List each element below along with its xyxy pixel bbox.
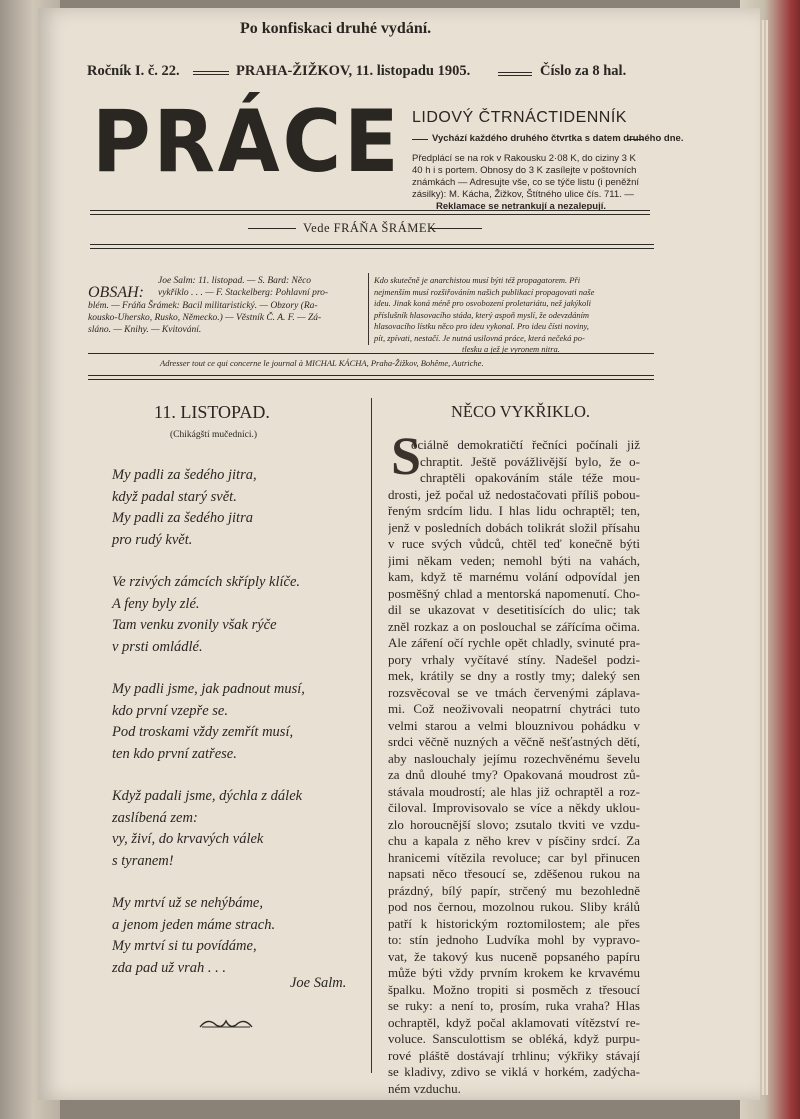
contents-list	[88, 275, 328, 336]
subscription-line: Reklamace se netrankují a nezalepují.	[436, 201, 607, 212]
poem-line: s tyranem!	[112, 852, 174, 869]
poem-stanza	[112, 679, 305, 765]
editor-line: Vede FRÁŇA ŠRÁMEK	[303, 221, 437, 235]
address-rule	[88, 353, 654, 354]
poem-line: My padli za šedého jitra	[112, 510, 253, 526]
masthead-title: PRÁCE	[92, 92, 402, 192]
editor-rule	[248, 228, 296, 229]
article-line: ochraptěl, když počal aklamovati vítězství re-	[388, 1014, 640, 1030]
motto-line: tlesku a jež je vyronem nitra.	[462, 344, 560, 354]
article-line: může býti vždy prvním krokem ke krvavému	[388, 965, 640, 980]
article-line: kam, když tě marnému volání odpovídal jen	[388, 569, 640, 584]
poem-stanza	[112, 893, 305, 979]
issue-price: Číslo za 8 hal.	[540, 63, 627, 79]
poem-line: Ve rzivých zámcích skříply klíče.	[112, 574, 301, 590]
article-line: napsati něco třesoucí se, zděšenou rukou na	[388, 866, 640, 881]
tagline: Vychází každého druhého čtvrtka s datem druhého dne.	[432, 133, 684, 144]
poem-title: 11. LISTOPAD.	[154, 402, 270, 422]
header-rule	[498, 72, 532, 73]
article-body	[388, 437, 640, 1097]
poem-line: v prsti omládlé.	[112, 638, 203, 655]
article-line: ociálně demokratičtí řečníci počínali již	[411, 437, 640, 452]
article-line: dil se ukazovat v desetitisících do ulic; tak	[388, 602, 640, 617]
motto-line: ideu. Jinak koná méně pro osvobození proletariátu, než jakýkoli	[374, 298, 592, 308]
poem-stanza	[112, 786, 305, 872]
article-line: řeným srdcím lidu. I hlas lidu ochraptěl; ten,	[388, 503, 640, 518]
poem-stanza	[112, 572, 305, 658]
newspaper-subtitle: LIDOVÝ ČTRNÁCTIDENNÍK	[412, 109, 627, 126]
motto-line: nejmenším musí rozšiřováním našich publikací propagovati naše	[374, 286, 595, 297]
article-line: hranicemi vítězila revoluce; car byl přinucen	[388, 849, 640, 865]
poem-body	[112, 465, 305, 1000]
motto-line: příslušník hlasovacího stáda, který aspoň myslí, že odevzdáním	[374, 309, 590, 320]
address-rule	[88, 375, 654, 380]
motto	[374, 275, 594, 356]
poem-line: My padli za šedého jitra,	[112, 467, 257, 483]
article-line: prázdný, bílý papír, strčený mu bezohledně	[388, 882, 640, 898]
article-line: drosti, jež počal už nedostačovati příliš pobou-	[388, 486, 640, 502]
contents-line: Joe Salm: 11. listopad. — S. Bard: Něco	[158, 276, 312, 286]
header-rule	[498, 75, 532, 76]
article-line: patří k historickým roztomilostem; ale přes	[388, 915, 640, 931]
editor-rule	[430, 228, 482, 229]
contents-line: kousko-Uhersko, Rusko, Německo.) — Věstník Č. A. F. — Zá-	[88, 312, 322, 323]
contents-divider	[368, 273, 369, 345]
article-line: pory vrhaly vyčítavé stíny. Nadešel podzi-	[388, 651, 640, 667]
contents-line: blém. — Fráňa Šrámek: Bacil militaristický. — Obzory (Ra-	[88, 300, 318, 311]
poem-line: a jenom jeden máme strach.	[112, 916, 276, 933]
poem-line: zaslíbená zem:	[112, 809, 198, 826]
subscription-line: 40 h i s portem. Obnosy do 3 K zasílejte v poštovních	[412, 165, 637, 176]
poem-line: Pod troskami vždy zemřít musí,	[112, 724, 294, 740]
subscription-line: zásilky): M. Kácha, Žižkov, Štítného ulice čís. 711. —	[412, 189, 634, 200]
poem-author: Joe Salm.	[290, 975, 347, 991]
article-line: čiloval. Improvisovalo se více a někdy uklou-	[388, 800, 640, 815]
tagline-rule	[412, 139, 428, 140]
article-line: Ale záření očí rychle opět chladly, svinuté pra-	[388, 635, 640, 650]
motto-line: hlasovacího lístku něco pro ideu vykonal. Pro ideu čísti noviny,	[374, 321, 589, 331]
volume-number: Ročník I. č. 22.	[87, 63, 180, 79]
header-rule	[193, 74, 229, 75]
article-line: jimi někam veden; nemohl býti na vahách,	[388, 552, 640, 568]
address-line: Adresser tout ce qui concerne le journal à MICHAL KÁCHA, Praha-Žižkov, Bohême, Autriche.	[160, 358, 484, 368]
poem-line: když padal starý svět.	[112, 488, 237, 505]
article-line: jenž v posledních dobách tolikrát složil přísahu	[388, 519, 640, 535]
article-line: chraptit. Ještě povážlivější bylo, že o-	[420, 453, 640, 469]
article-line: se kladivy, zdivo se viklá v horkém, zadýcha-	[388, 1064, 640, 1079]
poem-line: Když padali jsme, dýchla z dálek	[112, 788, 303, 804]
poem-stanza	[112, 465, 305, 551]
poem-line: zda pad už vrah . . .	[112, 959, 226, 976]
place-date: PRAHA-ŽIŽKOV, 11. listopadu 1905.	[236, 63, 471, 79]
article-line: velmi starou a velmi blouznivou pohádku v	[388, 717, 640, 733]
article-line: rozsvěcoval se ve tmách červenými záplava-	[388, 684, 640, 700]
article-line: to: stín jednoho Ludvíka mohl by vypravo-	[388, 932, 640, 947]
header-rule	[193, 71, 229, 72]
section-rule	[90, 244, 654, 249]
article-line: vat, že takový kus nuceně popsaného papíru	[388, 948, 640, 964]
ornament-icon	[198, 1015, 254, 1031]
tagline-rule	[628, 139, 644, 140]
article-line: se ruky: a není to, prosím, ruka vraha? Hlas	[388, 998, 640, 1013]
poem-line: My mrtví si tu povídáme,	[112, 938, 257, 954]
contents-label: OBSAH:	[88, 284, 144, 301]
poem-line: pro rudý květ.	[112, 531, 193, 548]
subscription-line: známkách — Adresujte vše, co se týče listu (i peněžní	[412, 177, 640, 188]
article-line: ném vzduchu.	[388, 1080, 461, 1096]
article-line: stávala moudrostí; ale hlas již ochraptěl a roz-	[388, 783, 640, 799]
article-line: chu a kapala z něho krev v písčiny srdcí. Za	[388, 833, 640, 848]
poem-line: A feny byly zlé.	[112, 595, 200, 612]
contents-line: sláno. — Knihy. — Kvitování.	[88, 325, 202, 336]
poem-line: vy, živí, do krvavých válek	[112, 831, 264, 847]
article-line: voluce. Sansculottism se obléká, když purpu-	[388, 1031, 640, 1046]
poem-subtitle: (Chikágští mučedníci.)	[170, 430, 258, 440]
article-line: zněl rozkaz a on poslouchal se zářícíma očima.	[388, 618, 640, 634]
article-dropcap: S	[390, 426, 422, 486]
article-line: chraptěli opakováním stále téže mou-	[420, 470, 640, 485]
poem-line: Tam venku zvonily však rýče	[112, 617, 277, 633]
article-title: NĚCO VYKŘIKLO.	[451, 402, 591, 421]
article-line: aby naslouchaly jejímu rozechvěnému ševelu	[388, 750, 640, 766]
poem-line: My mrtví už se nehýbáme,	[112, 895, 263, 911]
article-line: špalku. Možno tropiti si posměch z třesoucí	[388, 981, 640, 997]
motto-line: Kdo skutečně je anarchistou musí býti též propagatorem. Při	[374, 275, 581, 285]
article-line: posměšný chlad a mentorská napomenutí. Cho-	[388, 585, 640, 601]
article-line: srdci věčně nuzných a věčně nešťastných dětí,	[388, 734, 640, 749]
subscription-line: Předplácí se na rok v Rakousku 2·08 K, do ciziny 3 K	[412, 153, 636, 164]
poem-line: My padli jsme, jak padnout musí,	[112, 681, 305, 697]
top-note: Po konfiskaci druhé vydání.	[240, 20, 432, 37]
motto-line: pít, zpívati, nestačí. Je nutná usilovná práce, která nečeká po-	[374, 332, 585, 343]
contents-line: vykřiklo . . . — F. Stackelberg: Pohlavní pro-	[158, 288, 329, 299]
article-line: mi. Což neoživovali neopatrní chytráci tuto	[388, 701, 640, 716]
article-line: zlo horoucnější slovo; zsutalo tkviti ve vzdu-	[388, 816, 640, 832]
poem-line: kdo první vzepře se.	[112, 702, 228, 719]
article-line: v ruce svých vůdců, chtěl teď konečně býti	[388, 536, 640, 551]
column-divider	[371, 398, 372, 1073]
masthead-rule	[90, 210, 650, 215]
article-line: za dnů dlouhé tmy? Opakovaná moudrost zů-	[388, 767, 640, 782]
article-line: rové pláště dostávají trhlinu; výkřiky stávají	[388, 1047, 640, 1063]
article-line: mek, krátily se dny a rostly tmy; daleký sen	[388, 668, 640, 683]
poem-line: ten kdo první zatřese.	[112, 745, 237, 762]
article-line: pod nos černou, mozolnou rukou. Sliby králů	[388, 899, 640, 914]
